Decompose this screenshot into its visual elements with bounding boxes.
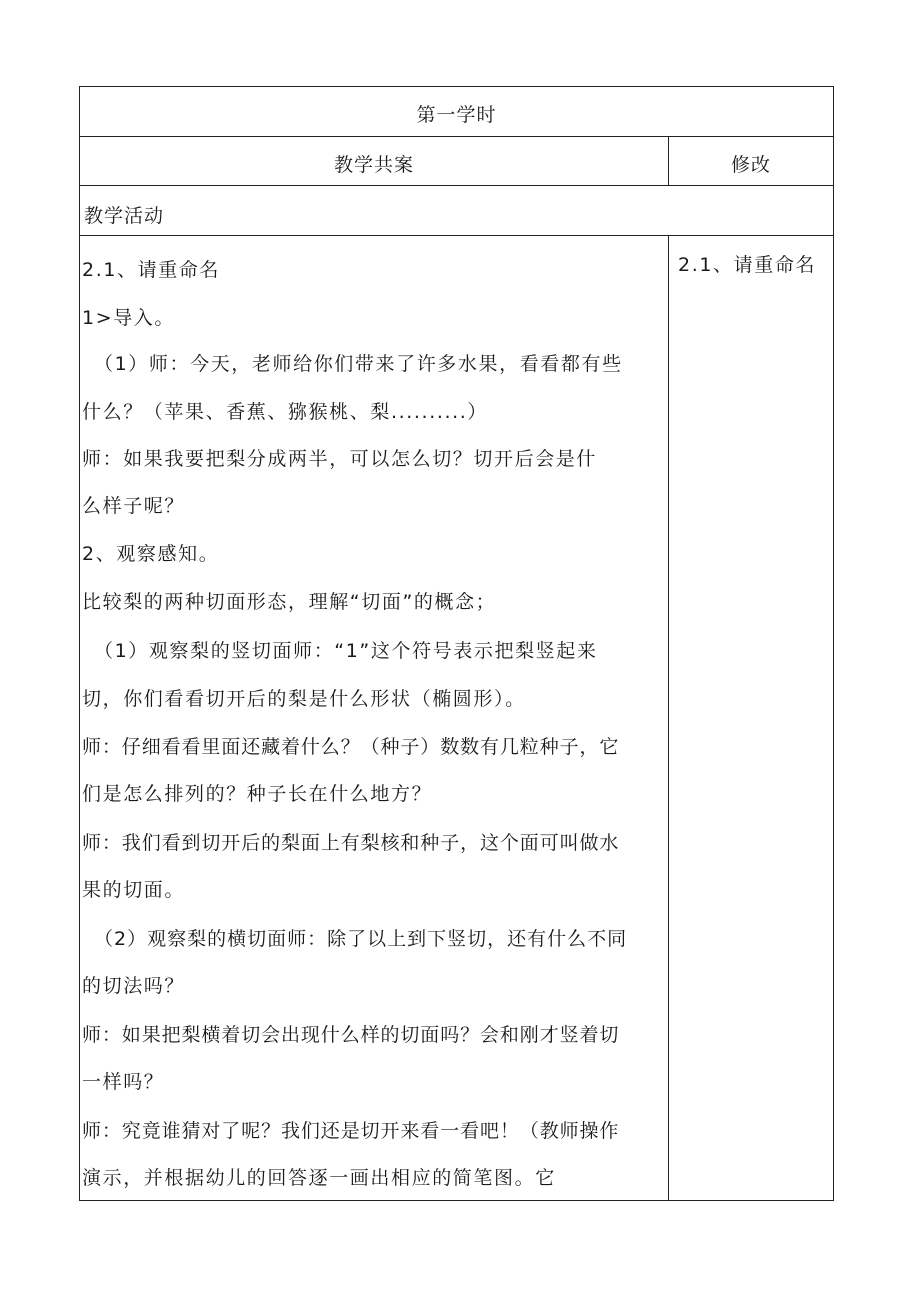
lesson-plan-table bbox=[79, 86, 834, 1201]
content-line: 师：究竟谁猜对了呢？我们还是切开来看一看吧！（教师操作 bbox=[82, 1120, 620, 1142]
content-line: 师：如果把梨横着切会出现什么样的切面吗？会和刚才竖着切 bbox=[82, 1024, 620, 1046]
content-line: 演示，并根据幼儿的回答逐一画出相应的简笔图。它 bbox=[82, 1167, 556, 1189]
content-line: （2）观察梨的横切面师：除了以上到下竖切，还有什么不同 bbox=[94, 928, 628, 950]
revision-header: 修改 bbox=[730, 154, 771, 176]
content-line: 什么？（苹果、香蕉、猕猴桃、梨..........） bbox=[82, 401, 488, 423]
content-line: 们是怎么排列的？种子长在什么地方？ bbox=[82, 783, 433, 805]
content-line: 师：如果我要把梨分成两半，可以怎么切？切开后会是什 bbox=[82, 448, 598, 470]
row-divider bbox=[80, 136, 833, 137]
content-line: 比较梨的两种切面形态，理解“切面”的概念； bbox=[82, 591, 497, 613]
content-line: （1）观察梨的竖切面师：“1”这个符号表示把梨竖起来 bbox=[94, 640, 598, 662]
row-divider bbox=[80, 235, 833, 236]
revision-note: 2.1、请重命名 bbox=[678, 254, 817, 276]
content-line: 么样子呢？ bbox=[82, 495, 186, 517]
content-line: 果的切面。 bbox=[82, 879, 186, 901]
column-divider bbox=[668, 235, 669, 1201]
content-line: 2.1、请重命名 bbox=[82, 259, 221, 281]
section-title: 教学活动 bbox=[84, 205, 165, 227]
content-line: 2、观察感知。 bbox=[82, 543, 220, 565]
lesson-period-title: 第一学时 bbox=[416, 104, 497, 126]
row-divider bbox=[80, 185, 833, 186]
content-line: 一样吗？ bbox=[82, 1071, 165, 1093]
content-line: 师：我们看到切开后的梨面上有梨核和种子，这个面可叫做水 bbox=[82, 832, 620, 854]
content-line: 师：仔细看看里面还藏着什么？（种子）数数有几粒种子，它 bbox=[82, 736, 620, 758]
shared-plan-header: 教学共案 bbox=[333, 154, 414, 176]
content-line: 1>导入。 bbox=[82, 307, 176, 329]
content-line: （1）师：今天，老师给你们带来了许多水果，看看都有些 bbox=[94, 353, 623, 375]
content-line: 切，你们看看切开后的梨是什么形状（椭圆形）。 bbox=[82, 688, 526, 710]
content-line: 的切法吗？ bbox=[82, 975, 186, 997]
